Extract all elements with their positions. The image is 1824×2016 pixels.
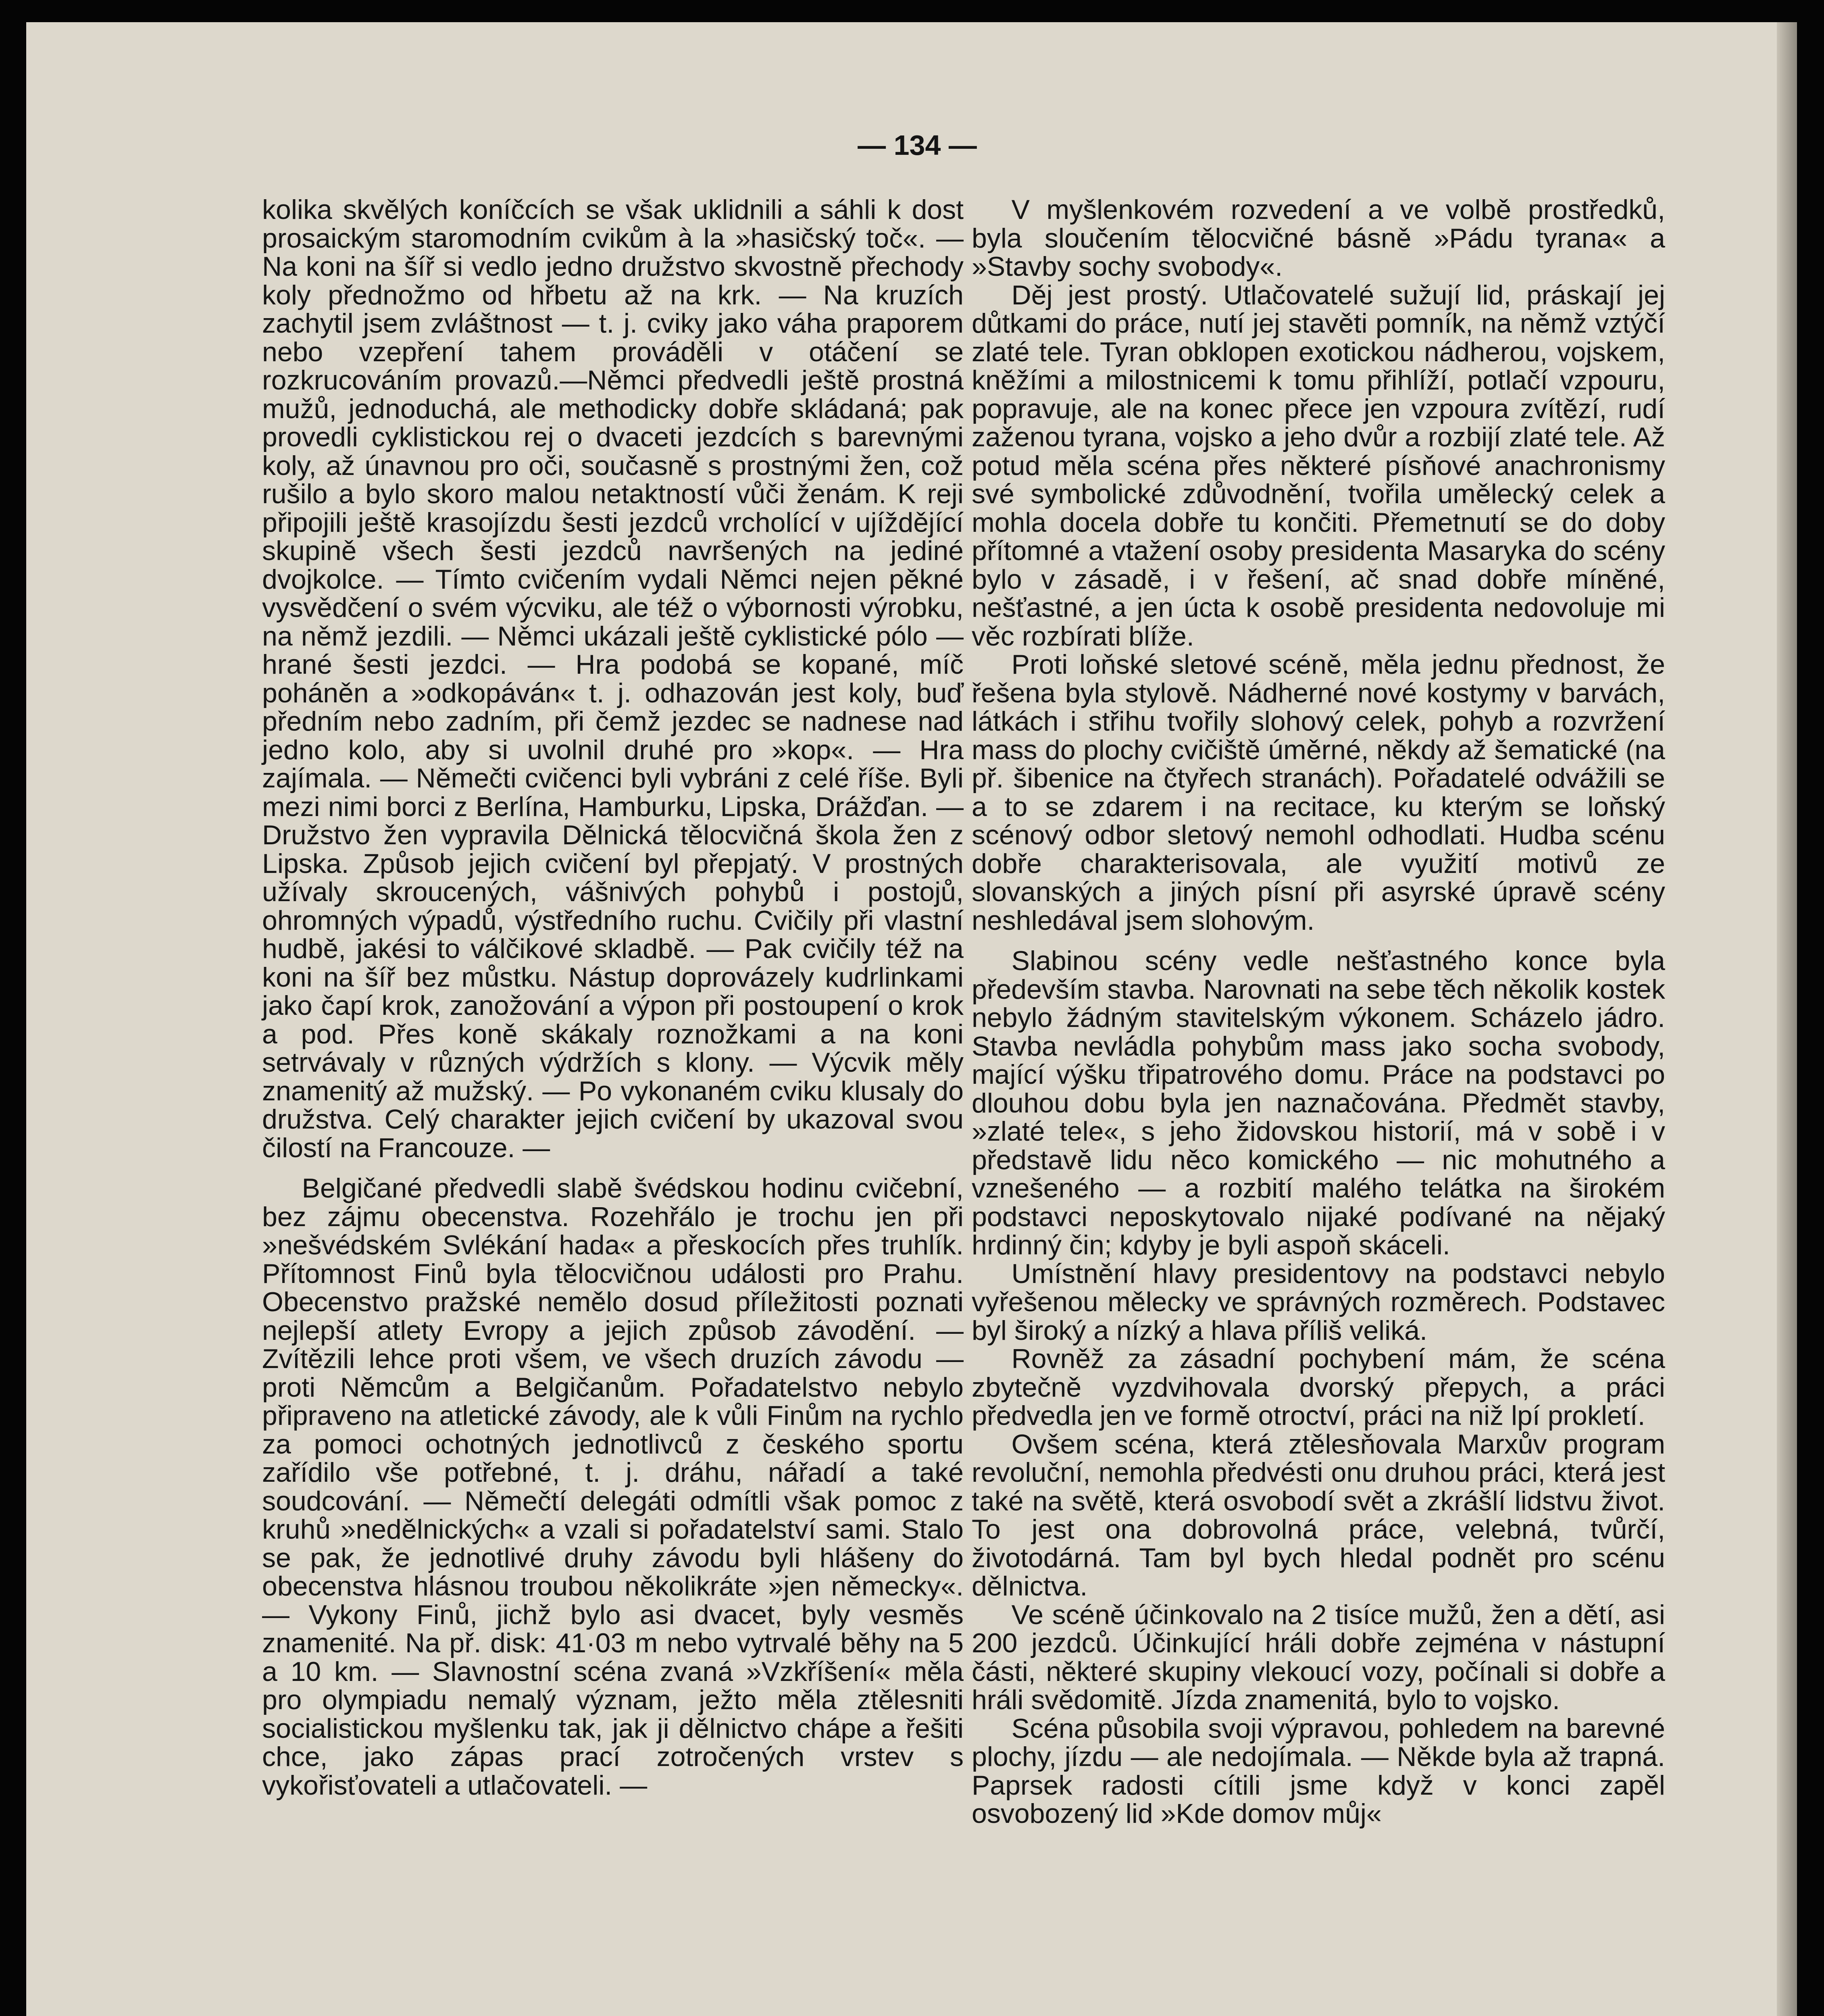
paragraph: Scéna působila svoji výpravou, pohledem na barevné plochy, jízdu — ale nedojímala. — Někde byla až trapná. Paprsek radosti cítili jsme když v konci zapěl osvobozený lid »Kde domov můj« <box>972 1713 1665 1829</box>
left-column <box>262 196 964 1799</box>
paragraph: Slabinou scény vedle nešťastného konce byla především stavba. Narovnati na sebe těch několik kostek nebylo žádným stavitelským výkonem. Scházelo jádro. Stavba nevládla pohybům mass jako socha svobody, mající výšku třipatrového domu. Práce na podstavci po dlouhou dobu byla jen naznačována. Předmět stavby, »zlaté tele«, s jeho židovskou historií, má v sobě i v představě lidu něco komického — nic mohutného a vznešeného — a rozbití malého telátka na širokém podstavci neposkytovalo nijaké podívané na nějaký hrdinný čin; kdyby je byli aspoň skáceli. <box>972 946 1665 1260</box>
paragraph: kolika skvělých koníčcích se však uklidnili a sáhli k dost prosaickým staromodním cvikům à la »hasičský toč«. — Na koni na šíř si vedlo jedno družstvo skvostně přechody koly přednožmo od hřbetu až na krk. — Na kruzích zachytil jsem zvláštnost — t. j. cviky jako váha praporem nebo vzepření tahem prováděli v otáčení se rozkrucováním provazů.—Němci předvedli ještě prostná mužů, jednoduchá, ale methodicky dobře skládaná; pak provedli cyklistickou rej o dvaceti jezdcích s barevnými koly, až únavnou pro oči, současně s prostnými žen, což rušilo a bylo skoro malou netaktností vůči ženám. K reji připojili ještě krasojízdu šesti jezdců vrcholící v ujíždějící skupině všech šesti jezdců navršených na jediné dvojkolce. — Tímto cvičením vydali Němci nejen pěkné vysvědčení o svém výcviku, ale též o výbornosti výrobku, na němž jezdili. — Němci ukázali ještě cyklistické pólo — hrané šesti jezdci. — Hra podobá se kopané, míč poháněn a »odkopáván« t. j. odhazován jest koly, buď předním nebo zadním, při čemž jezdec se nadnese nad jedno kolo, aby si uvolnil druhé pro »kop«. — Hra zajímala. — Němečti cvičenci byli vybráni z celé říše. Byli mezi nimi borci z Berlína, Hamburku, Lipska, Drážďan. — Družstvo žen vypravila Dělnická tělocvičná škola žen z Lipska. Způsob jejich cvičení byl přepjatý. V prostných užívaly skroucených, vášnivých pohybů i postojů, ohromných výpadů, výstředního ruchu. Cvičily při vlastní hudbě, jakési to válčikové skladbě. — Pak cvičily též na koni na šíř bez můstku. Nástup doprovázely kudrlinkami jako čapí krok, zanožování a výpon při postoupení o krok a pod. Přes koně skákaly roznožkami a na koni setrvávaly v různých výdržích s klony. — Výcvik měly znamenitý až mužský. — Po vykonaném cviku klusaly do družstva. Celý charakter jejich cvičení by ukazoval svou čilostí na Francouze. — <box>262 194 964 1163</box>
paragraph: Děj jest prostý. Utlačovatelé sužují lid, práskají jej důtkami do práce, nutí jej stavěti pomník, na němž vztýčí zlaté tele. Tyran obklopen exotickou nádherou, vojskem, kněžími a milostnicemi k tomu přihlíží, potlačí vzpouru, popravuje, ale na konec přece jen vzpoura zvítězí, rudí zaženou tyrana, vojsko a jeho dvůr a rozbijí zlaté tele. Až potud měla scéna přes některé písňové anachronismy své symbolické zdůvodnění, tvořila umělecký celek a mohla docela dobře tu končiti. Přemetnutí se do doby přítomné a vtažení osoby presidenta Masaryka do scény bylo v zásadě, i v řešení, ač snad dobře míněné, nešťastné, a jen úcta k osobě presidenta nedovoluje mi věc rozbírati blíže. <box>972 279 1665 652</box>
paragraph: Proti loňské sletové scéně, měla jednu přednost, že řešena byla stylově. Nádherné nové kostymy v barvách, látkách i střihu tvořily slohový celek, pohyb a rozvržení mass do plochy cvičiště úměrné, někdy až šematické (na př. šibenice na čtyřech stranách). Pořadatelé odvážili se a to se zdarem i na recitace, ku kterým se loňský scénový odbor sletový nemohl odhodlati. Hudba scénu dobře charakterisovala, ale využití motivů ze slovanských a jiných písní při asyrské úpravě scény neshledával jsem slohovým. <box>972 649 1665 936</box>
paragraph: V myšlenkovém rozvedení a ve volbě prostředků, byla sloučením tělocvičné básně »Pádu tyrana« a »Stavby sochy svobody«. <box>972 194 1665 282</box>
paragraph: Ovšem scéna, která ztělesňovala Marxův program revoluční, nemohla předvésti onu druhou práci, která jest také na světě, která osvobodí svět a zkrášlí lidstvu život. To jest ona dobrovolná práce, velebná, tvůrčí, životodárná. Tam byl bych hledal podnět pro scénu dělnictva. <box>972 1429 1665 1602</box>
right-column <box>972 196 1665 1828</box>
paragraph: Ve scéně účinkovalo na 2 tisíce mužů, žen a dětí, asi 200 jezdců. Účinkující hráli dobře zejména v nástupní části, některé skupiny vlekoucí vozy, počínali si dobře a hráli svědomitě. Jízda znamenitá, bylo to vojsko. <box>972 1599 1665 1715</box>
paragraph: Belgičané předvedli slabě švédskou hodinu cvičební, bez zájmu obecenstva. Rozehřálo je trochu jen při »nešvédském Svlékání hada« a přeskocích přes truhlík. Přítomnost Finů byla tělocvičnou události pro Prahu. Obecenstvo pražské nemělo dosud příležitosti poznati nejlepší atlety Evropy a jejich způsob závodění. — Zvítězili lehce proti všem, ve všech druzích závodu — proti Němcům a Belgičanům. Pořadatelstvo nebylo připraveno na atletické závody, ale k vůli Finům na rychlo za pomoci ochotných jednotlivců z českého sportu zařídilo vše potřebné, t. j. dráhu, nářadí a také soudcování. — Němečtí delegáti odmítli však pomoc z kruhů »nedělnických« a vzali si pořadatelství sami. Stalo se pak, že jednotlivé druhy závodu byli hlášeny do obecenstva hlásnou troubou několikráte »jen německy«. — Vykony Finů, jichž bylo asi dvacet, byly vesměs znamenité. Na př. disk: 41·03 m nebo vytrvalé běhy na 5 a 10 km. — Slavnostní scéna zvaná »Vzkříšení« měla pro olympiadu nemalý význam, ježto měla ztělesniti socialistickou myšlenku tak, jak ji dělnictvo chápe a řešiti chce, jako zápas prací zotročených vrstev s vykořisťovateli a utlačovateli. — <box>262 1173 964 1801</box>
page-number: — 134 — <box>858 129 977 161</box>
page-binding-edge <box>1777 22 1797 2016</box>
paragraph: Rovněž za zásadní pochybení mám, že scéna zbytečně vyzdvihovala dvorský přepych, a práci předvedla jen ve formě otroctví, práci na niž lpí prokletí. <box>972 1343 1665 1431</box>
paragraph: Umístnění hlavy presidentovy na podstavci nebylo vyřešenou mělecky ve správných rozměrech. Podstavec byl široký a nízký a hlava příliš veliká. <box>972 1258 1665 1346</box>
document-page <box>26 22 1797 2016</box>
